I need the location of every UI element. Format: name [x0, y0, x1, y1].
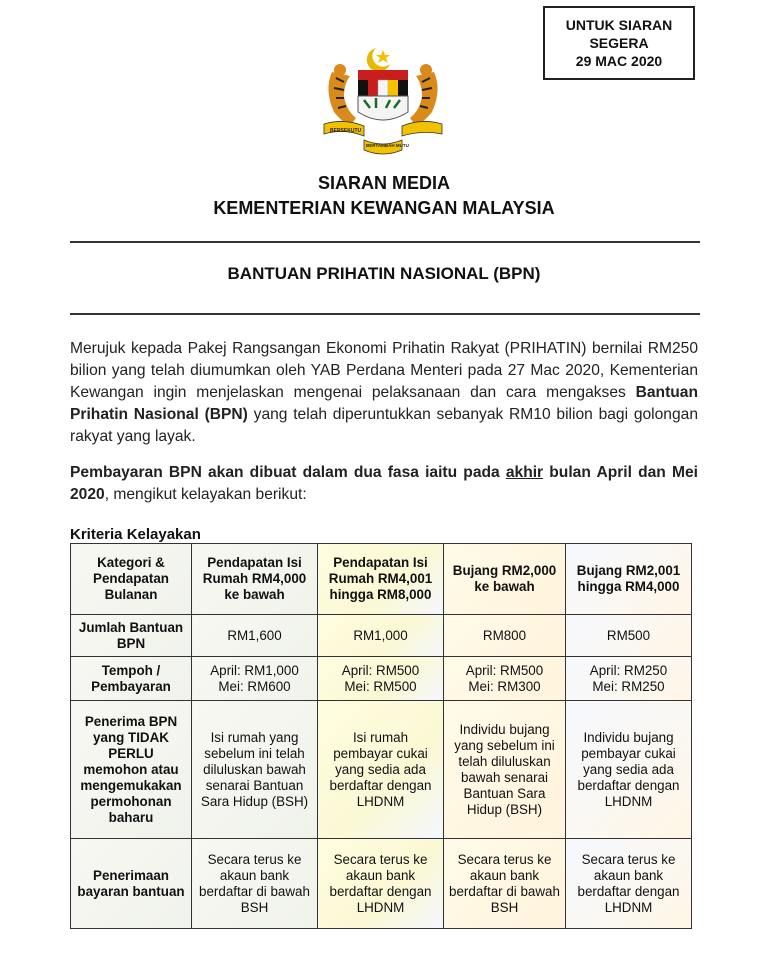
table-cell: Secara terus ke akaun bank berdaftar dengan LHDNM	[566, 839, 692, 929]
table-cell: Isi rumah yang sebelum ini telah diluluskan bawah senarai Bantuan Sara Hidup (BSH)	[192, 701, 318, 839]
april-amount: April: RM500	[341, 662, 420, 678]
table-row	[71, 701, 692, 839]
april-amount: April: RM1,000	[210, 662, 299, 678]
april-amount: April: RM250	[589, 662, 668, 678]
row-label-schedule: Tempoh / Pembayaran	[71, 657, 192, 701]
payment-text: , mengikut kelayakan berikut:	[104, 486, 307, 503]
column-header-single-mid: Bujang RM2,001 hingga RM4,000	[566, 544, 692, 615]
table-cell: Individu bujang pembayar cukai yang sedia ada berdaftar dengan LHDNM	[566, 701, 692, 839]
table-cell: Isi rumah pembayar cukai yang sedia ada berdaftar dengan LHDNM	[318, 701, 444, 839]
eligibility-table	[70, 543, 692, 929]
table-cell: RM500	[566, 615, 692, 657]
payment-paragraph	[70, 462, 698, 506]
payment-underline: akhir	[505, 464, 544, 481]
divider-bottom	[70, 313, 700, 315]
intro-paragraph	[70, 338, 698, 448]
april-amount: April: RM500	[465, 662, 544, 678]
page-title: SIARAN MEDIA	[317, 173, 450, 193]
intro-bold-bpn: Bantuan Prihatin Nasional (BPN)	[70, 384, 698, 423]
table-header-row	[71, 544, 692, 615]
release-notice-box	[543, 6, 695, 80]
table-cell: Secara terus ke akaun bank berdaftar di bawah BSH	[192, 839, 318, 929]
table-cell	[318, 657, 444, 701]
column-header-single-low: Bujang RM2,000 ke bawah	[444, 544, 566, 615]
table-cell	[444, 657, 566, 701]
table-row	[71, 839, 692, 929]
intro-text-b: yang telah diperuntukkan sebanyak RM10 bilion bagi golongan rakyat yang layak.	[70, 406, 698, 445]
ministry-title: KEMENTERIAN KEWANGAN MALAYSIA	[213, 198, 555, 218]
divider-top	[70, 241, 700, 243]
release-line-1: UNTUK SIARAN	[565, 17, 673, 33]
table-row	[71, 657, 692, 701]
may-amount: Mei: RM500	[344, 678, 417, 694]
row-label-recipients: Penerima BPN yang TIDAK PERLU memohon atau mengemukakan permohonan baharu	[71, 701, 192, 839]
payment-bold-b: bulan April dan Mei 2020	[70, 464, 698, 503]
table-cell	[566, 657, 692, 701]
table-cell: Secara terus ke akaun bank berdaftar di bawah BSH	[444, 839, 566, 929]
release-line-2: SEGERA	[589, 35, 649, 51]
intro-text-a: Merujuk kepada Pakej Rangsangan Ekonomi Prihatin Rakyat (PRIHATIN) bernilai RM250 bilion yang telah diumumkan oleh YAB Perdana Menteri pada 27 Mac 2020, Kementerian Kewangan ingin menjelaskan mengenai pelaksanaan dan cara mengakses	[70, 340, 698, 401]
table-row	[71, 615, 692, 657]
document-subtitle: BANTUAN PRIHATIN NASIONAL (BPN)	[227, 264, 541, 283]
criteria-caption: Kriteria Kelayakan	[70, 526, 201, 543]
payment-bold-a: Pembayaran BPN akan dibuat dalam dua fasa iaitu pada	[70, 464, 506, 481]
table-cell	[192, 657, 318, 701]
crest-motto-center: BERTAMBAH MUTU	[366, 143, 409, 148]
table-cell: Secara terus ke akaun bank berdaftar dengan LHDNM	[318, 839, 444, 929]
column-header-household-mid: Pendapatan Isi Rumah RM4,001 hingga RM8,000	[318, 544, 444, 615]
table-cell: RM800	[444, 615, 566, 657]
row-label-payment-receipt: Penerimaan bayaran bantuan	[71, 839, 192, 929]
table-cell: RM1,000	[318, 615, 444, 657]
release-date: 29 MAC 2020	[575, 53, 663, 69]
may-amount: Mei: RM600	[218, 678, 291, 694]
table-cell: RM1,600	[192, 615, 318, 657]
crest-motto-left: BERSEKUTU	[330, 128, 362, 134]
row-label-amount: Jumlah Bantuan BPN	[71, 615, 192, 657]
may-amount: Mei: RM300	[468, 678, 541, 694]
column-header-household-low: Pendapatan Isi Rumah RM4,000 ke bawah	[192, 544, 318, 615]
may-amount: Mei: RM250	[592, 678, 665, 694]
table-corner-cell: Kategori & Pendapatan Bulanan	[71, 544, 192, 615]
table-cell: Individu bujang yang sebelum ini telah diluluskan bawah senarai Bantuan Sara Hidup (BSH)	[444, 701, 566, 839]
malaysia-coat-of-arms-logo	[318, 44, 448, 156]
